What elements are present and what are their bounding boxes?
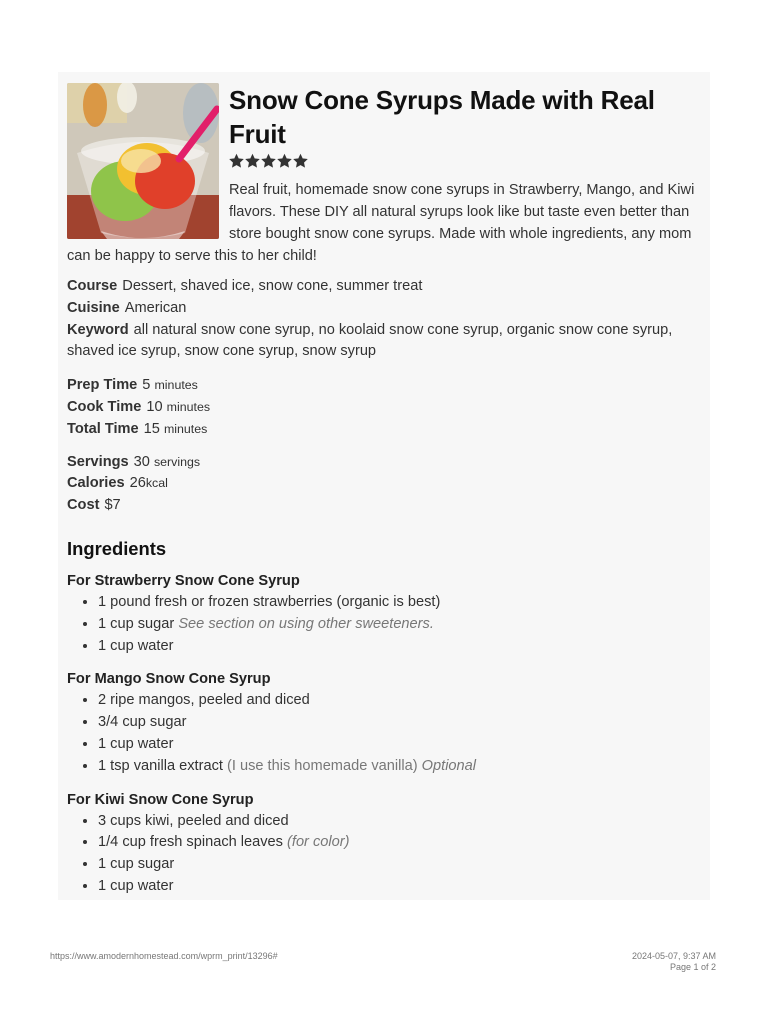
ingredient-item: [98, 636, 701, 658]
ingredient-item: [98, 811, 701, 833]
footer-datetime: 2024-05-07, 9:37 AM: [631, 951, 716, 961]
cuisine-value: American: [124, 299, 187, 316]
recipe-card: [58, 72, 710, 900]
recipe-times: [67, 375, 701, 440]
ingredient-text: 1 cup sugar: [98, 856, 175, 873]
ingredient-item: [98, 712, 701, 734]
rating-stars: [229, 153, 701, 175]
keyword-label: Keyword: [67, 321, 129, 338]
footer-meta: [632, 951, 716, 973]
ingredient-item: [98, 854, 701, 876]
cuisine-label: Cuisine: [67, 299, 120, 316]
recipe-meta: [67, 276, 701, 363]
ingredient-text: 1 pound fresh or frozen strawberries (organic is best): [98, 593, 441, 610]
ingredient-text: 3/4 cup sugar: [98, 714, 187, 731]
star-icon: [229, 153, 244, 169]
prep-time-row: [67, 375, 701, 397]
footer-url: https://www.amodernhomestead.com/wprm_print/13296#: [50, 951, 278, 961]
star-icon: [293, 153, 308, 169]
ingredient-text: 2 ripe mangos, peeled and diced: [98, 692, 310, 709]
ingredient-note: (I use this homemade vanilla): [226, 757, 418, 774]
recipe-title: Snow Cone Syrups Made with Real Fruit: [229, 85, 655, 149]
ingredient-text: 1 cup water: [98, 877, 174, 894]
total-time-unit: minutes: [163, 421, 208, 436]
servings-value: 30: [133, 453, 150, 470]
course-value: Dessert, shaved ice, snow cone, summer treat: [122, 278, 423, 294]
cook-time-row: [67, 397, 701, 419]
star-icon: [245, 153, 260, 169]
ingredient-group-title: For Kiwi Snow Cone Syrup: [67, 791, 254, 808]
total-time-row: [67, 419, 701, 441]
keyword-row: [67, 320, 701, 364]
cook-time-unit: minutes: [166, 399, 211, 414]
keyword-value: all natural snow cone syrup, no koolaid snow cone syrup, organic snow cone syrup, shaved ice syrup, snow cone syrup, snow syrup: [67, 321, 673, 360]
prep-time-unit: minutes: [154, 378, 198, 393]
star-icon: [261, 153, 276, 169]
servings-label: Servings: [67, 453, 129, 470]
ingredient-list: [67, 592, 701, 657]
ingredient-item: [98, 734, 701, 756]
calories-value: 26: [129, 475, 146, 492]
ingredient-item: [98, 592, 701, 614]
cook-time-value: 10: [146, 398, 163, 415]
ingredient-note: (for color): [287, 834, 350, 851]
recipe-image: [67, 83, 219, 239]
ingredient-text: 1 cup sugar: [98, 615, 175, 632]
star-icon: [277, 153, 292, 169]
calories-unit: kcal: [145, 476, 168, 491]
recipe-nutrition: [67, 452, 701, 517]
cost-row: [67, 495, 701, 517]
cuisine-row: [67, 298, 701, 320]
servings-row: [67, 452, 701, 474]
ingredient-item: [98, 614, 701, 636]
ingredient-text: 1/4 cup fresh spinach leaves: [98, 834, 283, 851]
ingredient-item: [98, 832, 701, 854]
prep-time-value: 5: [142, 377, 151, 394]
ingredient-group-kiwi: [67, 790, 701, 898]
ingredient-text: 1 cup water: [98, 735, 174, 752]
ingredient-list: [67, 811, 701, 898]
footer-page-number: Page 1 of 2: [669, 962, 716, 972]
ingredient-group-title: For Strawberry Snow Cone Syrup: [67, 572, 300, 589]
ingredient-item: [98, 690, 701, 712]
cost-value: $7: [104, 497, 121, 514]
ingredient-text: 3 cups kiwi, peeled and diced: [98, 812, 289, 829]
ingredient-text: 1 tsp vanilla extract: [98, 757, 223, 774]
course-row: [67, 276, 701, 298]
ingredient-optional-note: Optional: [421, 757, 477, 774]
ingredient-group-strawberry: [67, 571, 701, 657]
total-time-label: Total Time: [67, 420, 139, 437]
ingredient-item: [98, 876, 701, 898]
ingredients-heading: Ingredients: [67, 537, 167, 559]
ingredient-group-mango: [67, 669, 701, 777]
cost-label: Cost: [67, 497, 100, 514]
ingredient-list: [67, 690, 701, 777]
servings-unit: servings: [153, 454, 201, 469]
ingredient-text: 1 cup water: [98, 637, 174, 654]
ingredient-item: [98, 756, 701, 778]
calories-label: Calories: [67, 475, 125, 492]
course-label: Course: [67, 278, 118, 294]
ingredient-note: See section on using other sweeteners.: [178, 615, 434, 632]
cook-time-label: Cook Time: [67, 398, 142, 415]
total-time-value: 15: [143, 420, 160, 437]
calories-row: [67, 473, 701, 495]
prep-time-label: Prep Time: [67, 377, 138, 394]
recipe-summary: Real fruit, homemade snow cone syrups in Strawberry, Mango, and Kiwi flavors. These DIY all natural syrups look like but taste even better than store bought snow cone syrups. Made with whole ingredients, any mom can be happy to serve this to her child!: [67, 182, 695, 264]
ingredient-group-title: For Mango Snow Cone Syrup: [67, 671, 271, 688]
